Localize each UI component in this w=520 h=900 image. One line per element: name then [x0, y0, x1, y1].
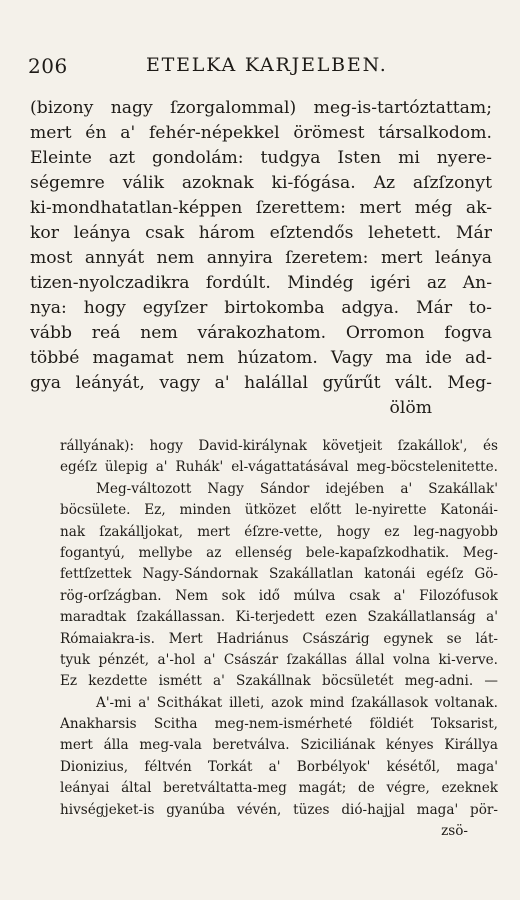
footnote-line: fogantyú, mellybe az ellenség bele-kapaſzkodhatik. Meg-	[60, 544, 498, 561]
running-head: ETELKA KARJELBEN.	[146, 54, 388, 76]
footnote-line: hivségjeket-is gyanúba vévén, tüzes dió-hajjal maga' pör-	[60, 801, 498, 818]
page-header	[28, 54, 488, 84]
main-text-line: nya: hogy egyſzer birtokomba adgya. Már to-	[30, 298, 492, 318]
main-text-line: mert én a' fehér-népekkel örömest társalkodom.	[30, 123, 492, 143]
footnote-line: rög-orſzágban. Nem sok idő múlva csak a' Filozófusok	[60, 587, 498, 604]
main-text-line: ségemre válik azoknak ki-fógása. Az aſzſzonyt	[30, 173, 492, 193]
main-text-line: tizen-nyolczadikra fordúlt. Mindég igéri az An-	[30, 273, 492, 293]
main-text-line: Eleinte azt gondolám: tudgya Isten mi nyere-	[30, 148, 492, 168]
footnote-line: Ez kezdette ismétt a' Szakállnak böcsületét meg-adni. —	[60, 673, 498, 690]
main-text-line: ki-mondhatatlan-képpen ſzerettem: mert még ak-	[30, 198, 492, 218]
footnote-line: mert álla meg-vala beretválva. Sziciliának kényes Királlya	[60, 737, 498, 754]
footnote-line: Anakharsis Scitha meg-nem-ismérheté földiét Toksarist,	[60, 716, 498, 733]
footnote-line: Rómaiakra-is. Mert Hadriánus Császárig egynek se lát-	[60, 630, 498, 647]
footnote-line: maradtak ſzakállassan. Ki-terjedett ezen Szakállatlanság a'	[60, 609, 498, 626]
main-text-line: gya leányát, vagy a' halállal gyűrűt vált. Meg-	[30, 373, 492, 393]
footnote-line: Meg-változott Nagy Sándor idejében a' Szakállak'	[96, 480, 498, 497]
footnote-line: egéſz ülepig a' Ruhák' el-vágattatásával meg-böcstelenitette.	[60, 459, 498, 476]
main-text-line: vább reá nem várakozhatom. Orromon fogva	[30, 323, 492, 343]
catchword: zsö-	[441, 823, 468, 840]
page-number: 206	[28, 54, 68, 78]
main-text-line: kor leánya csak három eſztendős lehetett. Már	[30, 223, 492, 243]
main-text-line: (bizony nagy ſzorgalommal) meg-is-tartóztattam;	[30, 98, 492, 118]
catchword: ölöm	[389, 398, 432, 418]
footnote-line: Dionizius, féltvén Torkát a' Borbélyok' késétől, maga'	[60, 758, 498, 775]
main-text-line: többé magamat nem húzatom. Vagy ma ide ad-	[30, 348, 492, 368]
footnote-line: fettſzettek Nagy-Sándornak Szakállatlan katonái egéſz Gö-	[60, 566, 498, 583]
footnote-line: böcsülete. Ez, minden ütközet előtt le-nyirette Katonái-	[60, 502, 498, 519]
footnote-line: tyuk pénzét, a'-hol a' Császár ſzakállas állal volna ki-verve.	[60, 651, 498, 668]
footnote-line: nak ſzakálljokat, mert éſzre-vette, hogy ez leg-nagyobb	[60, 523, 498, 540]
footnote-line: A'-mi a' Scithákat illeti, azok mind ſzakállasok voltanak.	[96, 694, 498, 711]
main-text-line: most annyát nem annyira ſzeretem: mert leánya	[30, 248, 492, 268]
footnote-line: leányai által beretváltatta-meg magát; de végre, ezeknek	[60, 780, 498, 797]
main-text	[30, 96, 492, 421]
footnote-line: rállyának): hogy David-királynak követjeit ſzakállok', és	[60, 438, 498, 454]
footnote	[60, 436, 498, 842]
